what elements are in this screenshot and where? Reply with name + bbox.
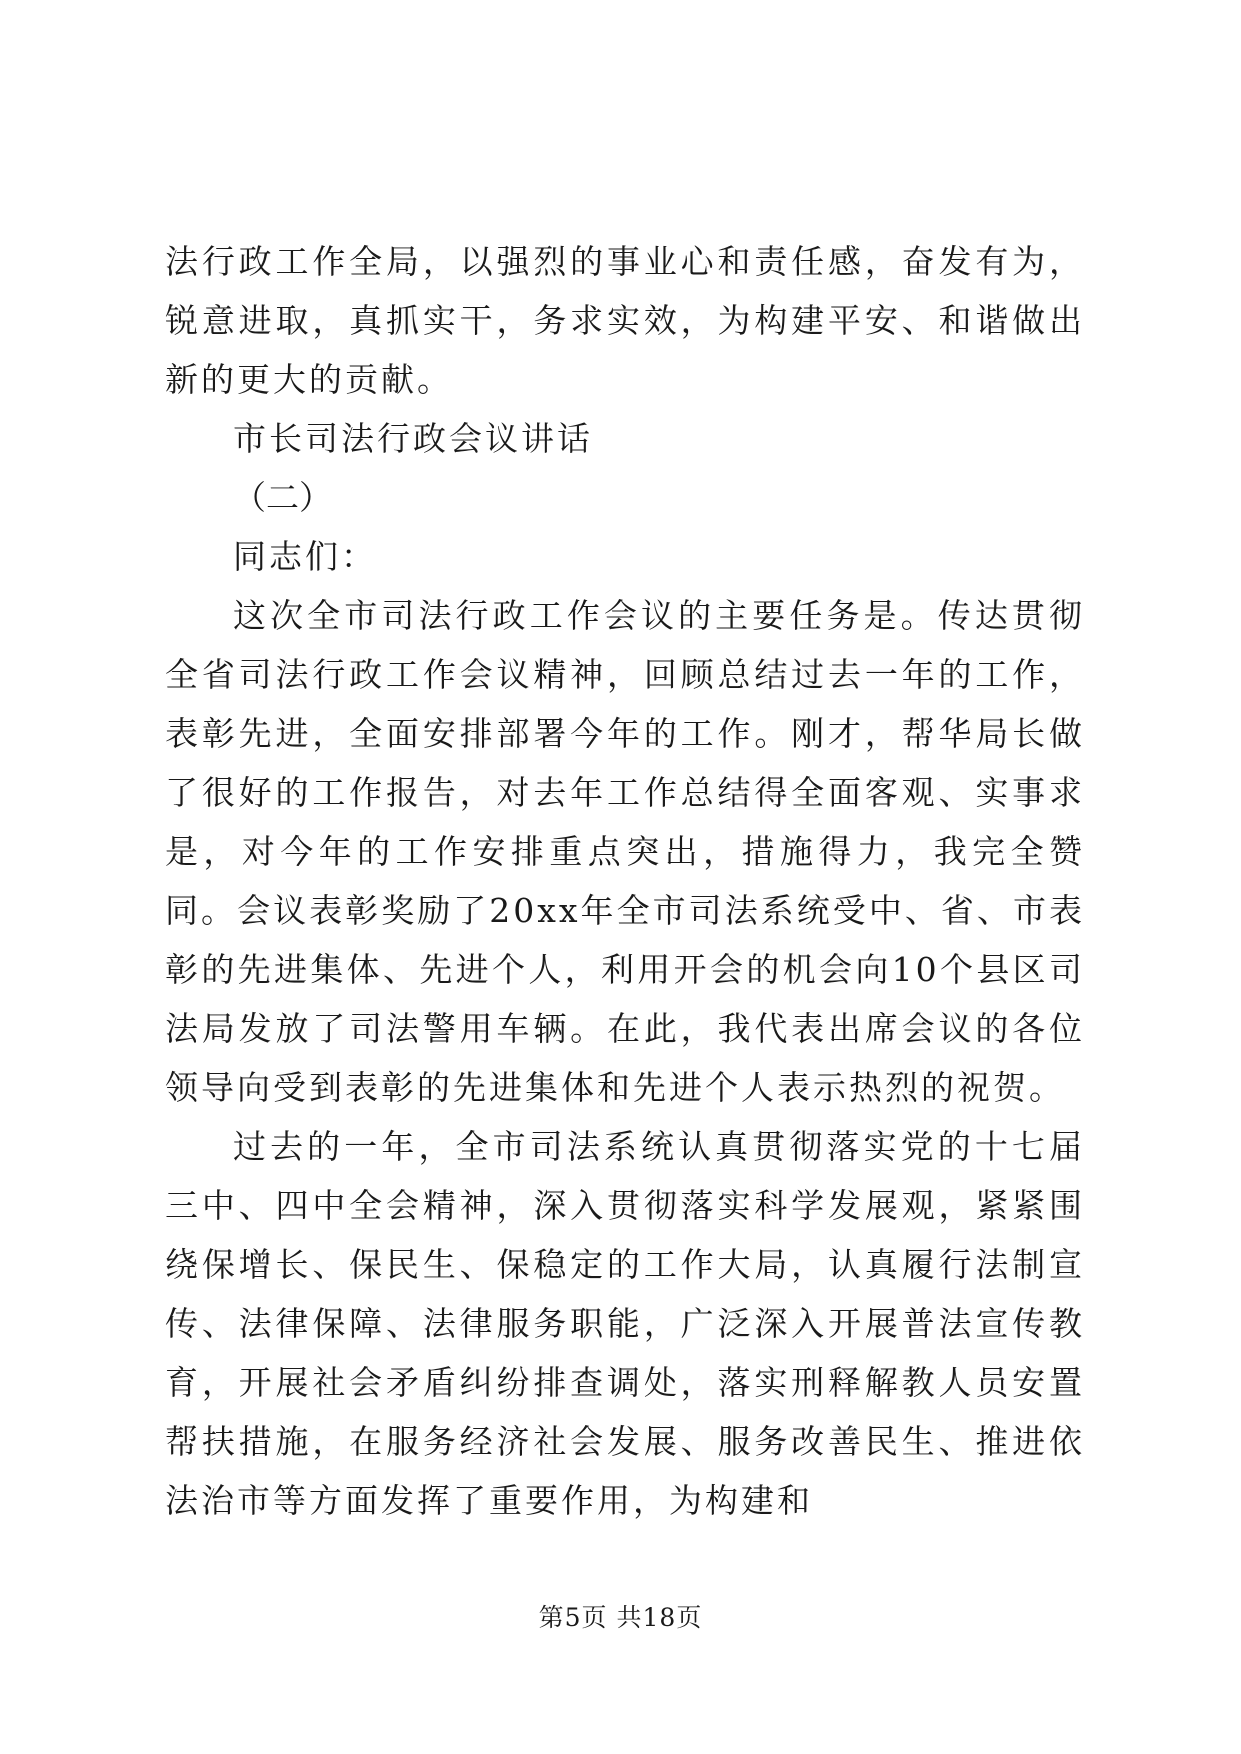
salutation: 同志们： <box>233 537 377 576</box>
section-title: 市长司法行政会议讲话 <box>233 419 593 458</box>
section-number: （二） <box>233 478 332 517</box>
document-body <box>165 232 1085 1530</box>
paragraph: 这次全市司法行政工作会议的主要任务是。传达贯彻全省司法行政工作会议精神，回顾总结过去一年的工作，表彰先进，全面安排部署今年的工作。刚才，帮华局长做了很好的工作报告，对去年工作总结得全面客观、实事求是，对今年的工作安排重点突出，措施得力，我完全赞同。会议表彰奖励了20xx年全市司法系统受中、省、市表彰的先进集体、先进个人，利用开会的机会向10个县区司法局发放了司法警用车辆。在此，我代表出席会议的各位领导向受到表彰的先进集体和先进个人表示热烈的祝贺。 <box>165 596 1085 1107</box>
paragraph: 过去的一年，全市司法系统认真贯彻落实党的十七届三中、四中全会精神，深入贯彻落实科学发展观，紧紧围绕保增长、保民生、保稳定的工作大局，认真履行法制宣传、法律保障、法律服务职能，广泛深入开展普法宣传教育，开展社会矛盾纠纷排查调处，落实刑释解教人员安置帮扶措施，在服务经济社会发展、服务改善民生、推进依法治市等方面发挥了重要作用，为构建和 <box>165 1127 1085 1520</box>
paragraph-continuation: 法行政工作全局，以强烈的事业心和责任感，奋发有为，锐意进取，真抓实干，务求实效，为构建平安、和谐做出新的更大的贡献。 <box>165 242 1085 399</box>
page-number: 第5页 共18页 <box>538 1603 703 1632</box>
page-footer <box>0 1600 1241 1636</box>
